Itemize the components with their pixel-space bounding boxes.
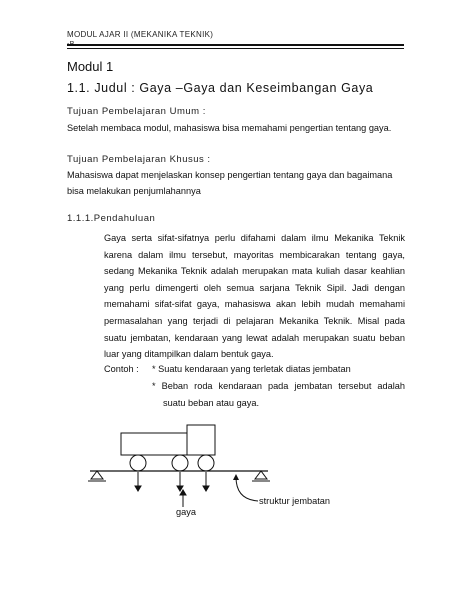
specific-objective-line-1: Mahasiswa dapat menjelaskan konsep pengertian tentang gaya dan bagaimana: [67, 170, 393, 180]
specific-objective-heading: Tujuan Pembelajaran Khusus :: [67, 154, 211, 165]
general-objective-text: Setelah membaca modul, mahasiswa bisa memahami pengertian tentang gaya.: [67, 123, 392, 133]
right-support: [255, 471, 267, 479]
example-item-2-continuation: suatu beban atau gaya.: [163, 398, 260, 408]
left-support: [91, 471, 103, 479]
label-bridge: struktur jembatan: [259, 496, 330, 506]
example-label: Contoh :: [104, 364, 139, 374]
wheel-rear: [130, 455, 146, 471]
specific-objective-line-2: bisa melakukan penjumlahannya: [67, 186, 201, 196]
paragraph-line: yang perlu dimengerti oleh semua sarjana Teknik Sipil. Jadi dengan: [104, 282, 405, 293]
paragraph-line: luar yang ditampilkan dalam bentuk gaya.: [104, 349, 274, 360]
paragraph-line: sedang Mekanika Teknik adalah merupakan mata kuliah dasar keahlian: [104, 266, 405, 277]
intro-heading: 1.1.1.Pendahuluan: [67, 213, 156, 224]
paragraph-line: memahami sifat-sifat gaya, mahasiswa akan lebih mudah memahami: [104, 299, 405, 310]
paragraph-line: suatu jembatan, kendaraan yang lewat adalah merupakan suatu beban: [104, 332, 405, 343]
paragraph-line: karena dalam ilmu tersebut, mayoritas membicarakan tentang gaya,: [104, 249, 405, 260]
paragraph-line: permasalahan yang terjadi di pelajaran Mekanika Teknik. Misal pada: [104, 315, 405, 326]
truck-body: [121, 433, 187, 455]
wheel-middle: [172, 455, 188, 471]
chapter-title: 1.1. Judul : Gaya –Gaya dan Keseimbangan Gaya: [67, 81, 374, 95]
general-objective-heading: Tujuan Pembelajaran Umum :: [67, 106, 206, 117]
paragraph-line: Gaya serta sifat-sifatnya perlu difahami dalam ilmu Mekanika Teknik: [104, 233, 405, 243]
example-item-2: * Beban roda kendaraan pada jembatan tersebut adalah: [152, 381, 405, 391]
label-force: gaya: [176, 507, 196, 517]
wheel-front: [198, 455, 214, 471]
example-item-1: * Suatu kendaraan yang terletak diatas jembatan: [152, 364, 351, 374]
module-title: Modul 1: [67, 59, 114, 74]
truck-cab: [187, 425, 215, 455]
running-header: MODUL AJAR II (MEKANIKA TEKNIK): [67, 30, 214, 39]
